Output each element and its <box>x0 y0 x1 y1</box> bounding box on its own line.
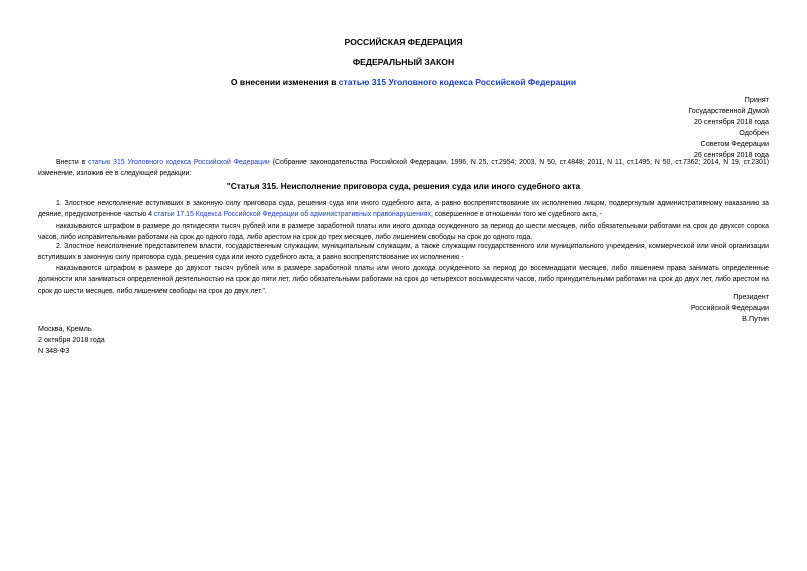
article-part-1 <box>38 198 769 221</box>
footer-date: 2 октября 2018 года <box>38 335 105 344</box>
law-title <box>0 77 807 87</box>
law-type-heading: ФЕДЕРАЛЬНЫЙ ЗАКОН <box>352 57 455 67</box>
intro-article-link[interactable]: статью 315 Уголовного кодекса Российской Федерации <box>88 159 270 166</box>
country-heading: РОССИЙСКАЯ ФЕДЕРАЦИЯ <box>344 37 463 47</box>
law-title-link[interactable]: статью 315 Уголовного кодекса Российской Федерации <box>338 77 577 87</box>
intro-paragraph <box>38 157 769 180</box>
signature-line: Российской Федерации <box>690 303 769 312</box>
adoption-line: 26 сентября 2018 года <box>693 150 769 159</box>
intro-after: (Собрание законодательства Российской Федерации, 1996, N 25, ст.2954; 2003, N 50, ст.4848; 2011, N 11, ст.1495; N 50, ст.7362; 2014, N 19, ст.2301) изменение, изложив ее в следующей редакции: <box>38 159 769 178</box>
law-title-prefix: О внесении изменения в <box>230 77 339 87</box>
footer-law-number: N 348-ФЗ <box>38 346 70 355</box>
article-part-2-sanction: наказываются штрафом в размере до двухсот тысяч рублей или в размере заработной платы или иного дохода осужденного за период до восемнадцати месяцев, либо лишением права занимать определенные должности или заниматься определенной деятельностью на срок до пяти лет, либо обязательными работами на срок до четырехсот восьмидесяти часов, либо принудительными работами на срок до двух лет, либо арестом на срок до шести месяцев, либо лишением свободы на срок до двух лет.". <box>38 265 769 295</box>
adoption-line: Одобрен <box>739 128 769 137</box>
intro-before: Внести в <box>56 159 89 166</box>
signature-line: Президент <box>733 292 769 301</box>
adoption-line: Государственной Думой <box>688 106 769 115</box>
adoption-line: Советом Федерации <box>700 139 769 148</box>
part-1-after: , совершенное в отношении того же судебного акта, - <box>430 211 603 219</box>
article-title: "Статья 315. Неисполнение приговора суда, решения суда или иного судебного акта <box>226 181 581 191</box>
adoption-line: Принят <box>744 95 769 104</box>
article-part-1-sanction: наказываются штрафом в размере до пятидесяти тысяч рублей или в размере заработной платы или иного дохода осужденного за период до шести месяцев, либо обязательными работами на срок до двухсот сорока часов, либо исправительными работами на срок до одного года, либо арестом на срок до трех месяцев, либо лишением свободы на срок до одного года. <box>38 223 769 242</box>
signature-name: В.Путин <box>742 314 769 323</box>
koap-article-link[interactable]: статьи 17.15 Кодекса Российской Федерации об административных правонарушениях <box>153 211 431 219</box>
article-part-2: 2. Злостное неисполнение представителем власти, государственным служащим, муниципальным служащим, а также служащим государственного или муниципального учреждения, коммерческой или иной организации вступивших в законную силу приговора суда, решения суда или иного судебного акта, а равно воспрепятствование их исполнению - <box>38 243 769 262</box>
part-1-before: 1. Злостное неисполнение вступивших в законную силу приговора суда, решения суда или иного судебного акта, а равно воспрепятствование их исполнению лицом, подвергнутым административному наказанию за деяние, предусмотренное частью 4 <box>38 200 769 219</box>
adoption-line: 20 сентября 2018 года <box>693 117 769 126</box>
footer-place: Москва, Кремль <box>38 324 92 333</box>
